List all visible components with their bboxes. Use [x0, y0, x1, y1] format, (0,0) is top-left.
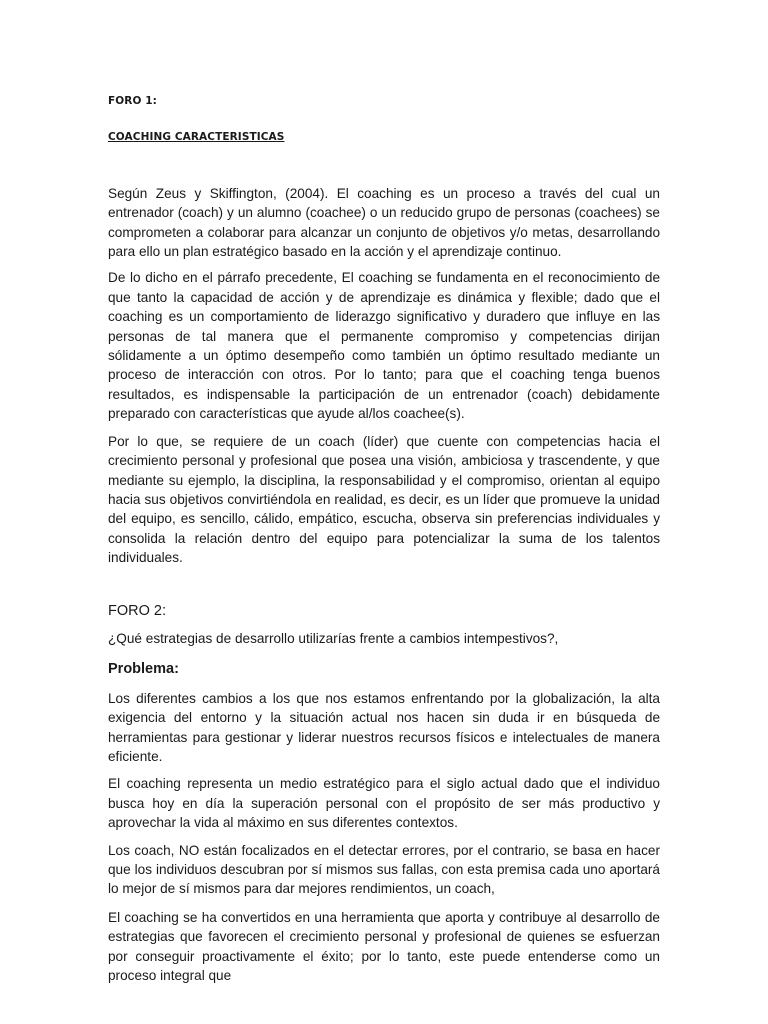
- problem-heading: Problema:: [108, 661, 179, 678]
- foro2-paragraph-2: El coaching representa un medio estratégico para el siglo actual dado que el individuo busca hoy en día la superación personal con el propósito de ser más productivo y aprovechar la vida al máximo en sus diferentes contextos.: [108, 776, 660, 831]
- foro2-question: ¿Qué estrategias de desarrollo utilizarías frente a cambios intempestivos?,: [108, 630, 559, 646]
- foro2-paragraph-4: El coaching se ha convertidos en una herramienta que aporta y contribuye al desarrollo de estrategias que favorecen el crecimiento personal y profesional de quienes se esfuerzan por conseguir proactivamente el éxito; por lo tanto, este puede entenderse como un proceso integral que: [108, 909, 660, 984]
- foro1-paragraph-3: Por lo que, se requiere de un coach (líder) que cuente con competencias hacia el crecimiento personal y profesional que posea una visión, ambiciosa y trascendente, y que mediante su ejemplo, la disciplina, la responsabilidad y el compromiso, orientan al equipo hacia sus objetivos convirtiéndola en realidad, es decir, es un líder que promueve la unidad del equipo, es sencillo, cálido, empático, escucha, observa sin preferencias individuales y consolida la relación dentro del equipo para potencializar la suma de los talentos individuales.: [108, 433, 660, 566]
- foro2-paragraph-3: Los coach, NO están focalizados en el detectar errores, por el contrario, se basa en hacer que los individuos descubran por sí mismos sus fallas, con esta premisa cada uno aportará lo mejor de sí mismos para dar mejores rendimientos, un coach,: [108, 842, 660, 897]
- foro1-heading: FORO 1:: [108, 95, 157, 107]
- foro2-paragraph-1: Los diferentes cambios a los que nos estamos enfrentando por la globalización, la alta exigencia del entorno y la situación actual nos hacen sin duda ir en búsqueda de herramientas para gestionar y liderar nuestros recursos físicos e intelectuales de manera eficiente.: [108, 690, 660, 764]
- foro1-subheading: COACHING CARACTERISTICAS: [108, 131, 285, 144]
- document-page: [108, 92, 660, 985]
- foro1-paragraph-1: Según Zeus y Skiffington, (2004). El coaching es un proceso a través del cual un entrenador (coach) y un alumno (coachee) o un reducido grupo de personas (coachees) se comprometen a colaborar para alcanzar un conjunto de objetivos y/o metas, desarrollando para ello un plan estratégico basado en la acción y el aprendizaje continuo.: [108, 185, 660, 260]
- foro2-heading: FORO 2:: [108, 602, 167, 619]
- foro1-paragraph-2: De lo dicho en el párrafo precedente, El coaching se fundamenta en el reconocimiento de que tanto la capacidad de acción y de aprendizaje es dinámica y flexible; dado que el coaching es un comportamiento de liderazgo significativo y duradero que influye en las personas de tal manera que el permanente compromiso y competencias dirijan sólidamente a un óptimo desempeño como también un óptimo resultado mediante un proceso de interacción con otros. Por lo tanto; para que el coaching tenga buenos resultados, es indispensable la participación de un entrenador (coach) debidamente preparado con características que ayude al/los coachee(s).: [108, 270, 660, 422]
